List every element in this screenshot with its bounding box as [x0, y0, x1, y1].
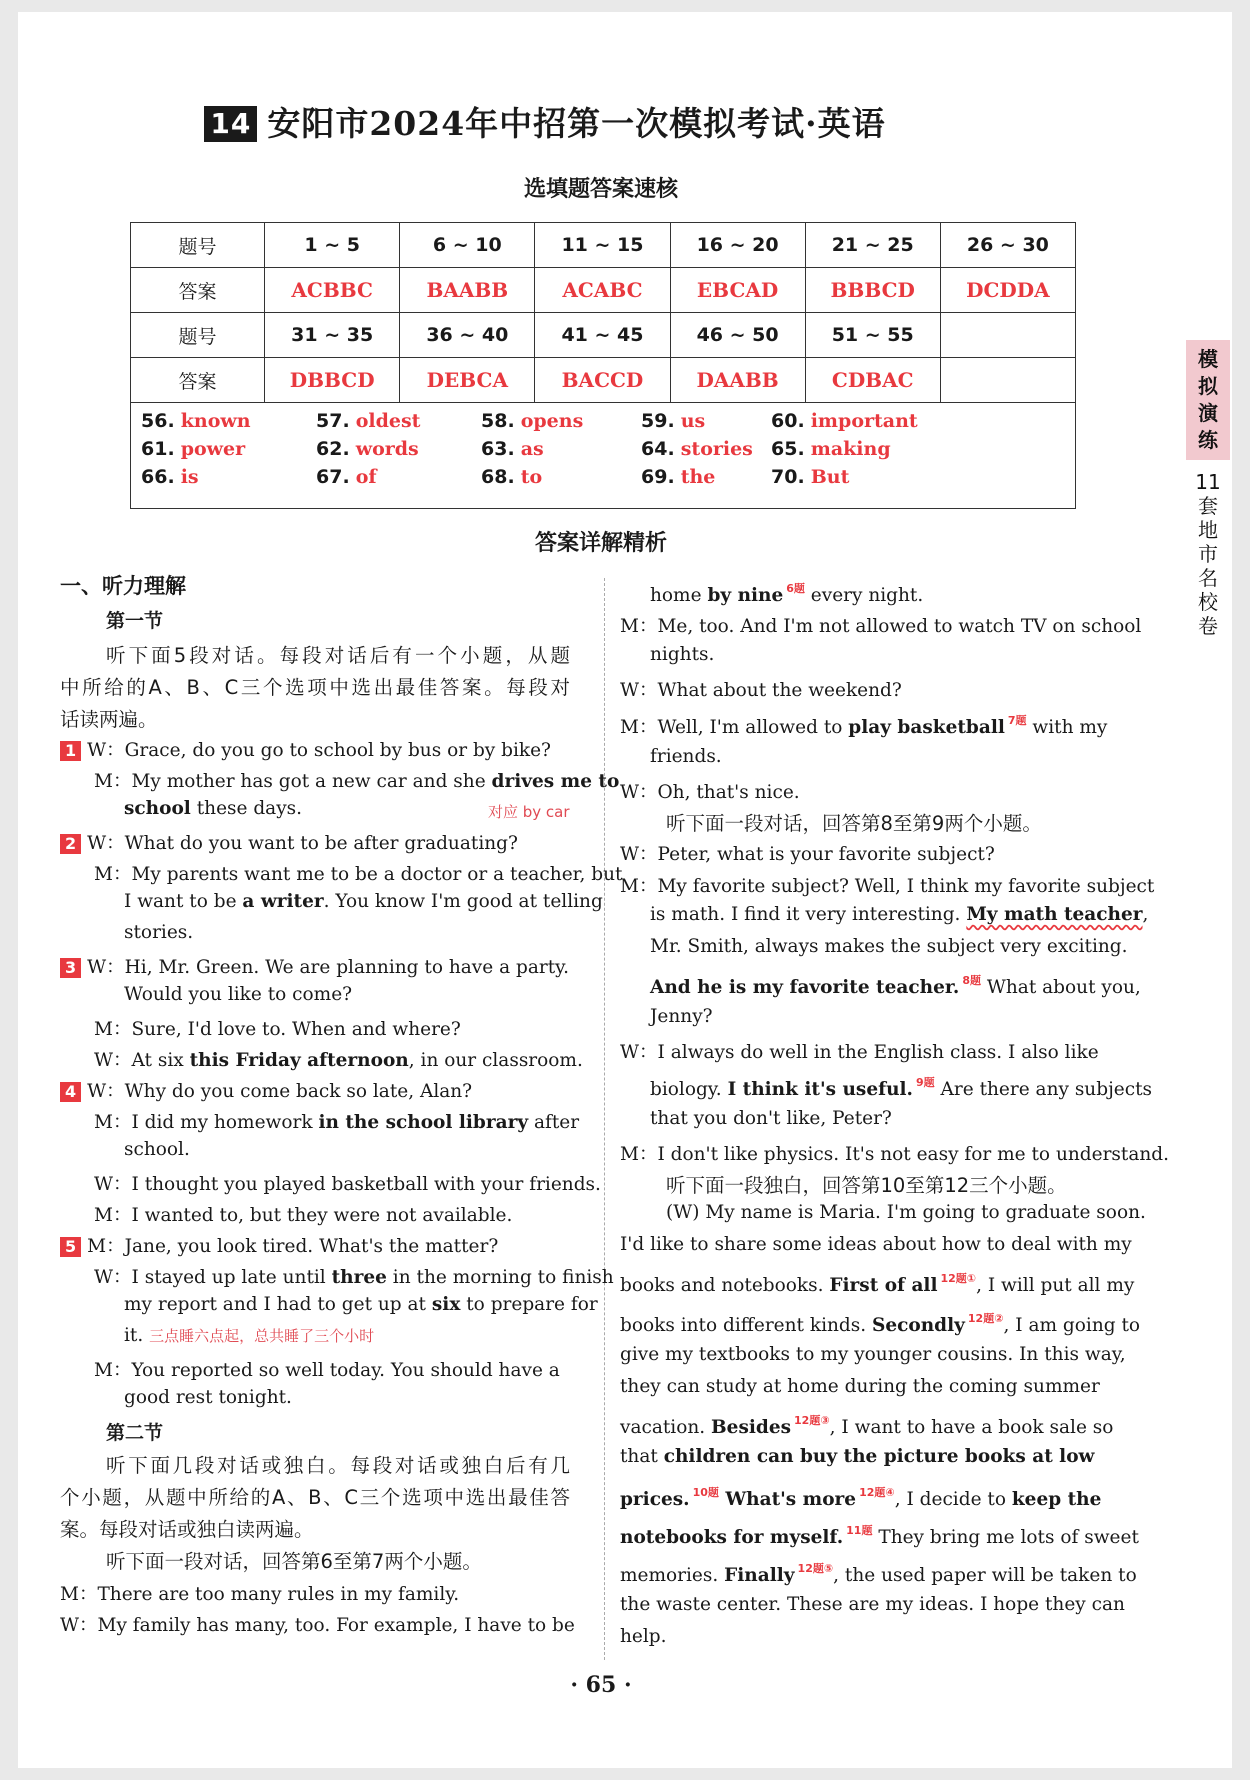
monologue-line: [620, 1310, 1140, 1336]
key-phrase: keep the: [1011, 1489, 1102, 1510]
dialogue-line: [124, 891, 603, 912]
dialogue-line: [94, 1263, 614, 1289]
blank-answer: [641, 409, 771, 434]
line-text: in the morning to finish: [386, 1267, 614, 1288]
blank-number: 66.: [141, 466, 175, 488]
blank-answer: [316, 409, 481, 434]
question-ref: 9题: [916, 1076, 935, 1089]
answer-cell: DAABB: [670, 358, 805, 403]
answer-cell: EBCAD: [670, 268, 805, 313]
instruction-line: 听下面5段对话。每段对话后有一个小题，从题: [106, 644, 570, 667]
line-text: W：What do you want to be after graduating?: [87, 833, 518, 854]
side-tab: [1186, 340, 1230, 460]
monologue-line: (W) My name is Maria. I'm going to graduate soon.: [666, 1202, 1146, 1223]
key-phrase: My math teacher: [966, 904, 1143, 925]
handwritten-note: 三点睡六点起，总共睡了三个小时: [149, 1327, 375, 1345]
line-text: to prepare for: [460, 1294, 598, 1315]
set-number-badge: 14: [204, 106, 257, 142]
part-heading: 第一节: [106, 610, 164, 632]
question-ref: 7题: [1007, 714, 1027, 727]
column-divider: [604, 578, 605, 1660]
blank-answer: [641, 465, 771, 490]
question-ref: 12题①: [940, 1272, 977, 1285]
line-text: M：My mother has got a new car and she: [94, 771, 492, 792]
monologue-line: help.: [620, 1626, 667, 1647]
blank-number: 65.: [771, 438, 805, 460]
side-label-char: 卷: [1198, 614, 1218, 638]
table-label: 题号: [131, 313, 265, 358]
key-phrase: prices.: [620, 1489, 690, 1510]
key-phrase: Secondly: [872, 1315, 965, 1336]
dialogue-line: [124, 798, 302, 819]
line-text: W：I stayed up late until: [94, 1267, 332, 1288]
answer-cell: BBBCD: [805, 268, 940, 313]
line-text: home: [650, 585, 708, 606]
blank-number: 58.: [481, 410, 515, 432]
key-phrase: Besides: [711, 1417, 792, 1438]
exam-title: 安阳市2024年中招第一次模拟考试·英语: [267, 104, 886, 143]
line-text: memories.: [620, 1565, 725, 1586]
blank-word: us: [680, 410, 706, 432]
table-label: 答案: [131, 358, 265, 403]
dialogue-line: [650, 972, 1141, 998]
key-phrase: I think it's useful.: [727, 1079, 913, 1100]
dialogue-line: M：You reported so well today. You should have a: [94, 1360, 560, 1381]
blank-number: 70.: [771, 466, 805, 488]
blank-number: 64.: [641, 438, 675, 460]
line-text: biology.: [650, 1079, 728, 1100]
blank-answers-grid: [141, 409, 1075, 490]
monologue-line: they can study at home during the coming summer: [620, 1376, 1100, 1397]
dialogue-line: M：My parents want me to be a doctor or a teacher, but: [94, 864, 623, 885]
line-text: M：Jane, you look tired. What's the matter?: [87, 1236, 499, 1257]
table-row: [131, 268, 1076, 313]
answer-cell: BAABB: [400, 268, 535, 313]
monologue-line: I'd like to share some ideas about how to deal with my: [620, 1234, 1132, 1255]
table-label: 答案: [131, 268, 265, 313]
monologue-line: [620, 1412, 1113, 1438]
blank-number: 62.: [316, 438, 350, 460]
part-heading: 第二节: [106, 1422, 164, 1444]
line-text: books into different kinds.: [620, 1315, 872, 1336]
blank-number: 61.: [141, 438, 175, 460]
empty-cell: [940, 313, 1075, 358]
dialogue-line: stories.: [124, 922, 194, 943]
table-row: [131, 223, 1076, 268]
question-ref: 6题: [786, 582, 805, 595]
dialogue-line: [94, 1046, 583, 1072]
blank-word: stories: [680, 438, 753, 460]
range-cell: 36 ~ 40: [400, 313, 535, 358]
monologue-line: [620, 1484, 1101, 1510]
question-ref: 12题②: [967, 1312, 1004, 1325]
blank-word: as: [520, 438, 544, 460]
range-cell: 16 ~ 20: [670, 223, 805, 268]
blank-answer: [316, 465, 481, 490]
dialogue-line: [60, 953, 569, 979]
line-text: vacation.: [620, 1417, 712, 1438]
blank-number: 69.: [641, 466, 675, 488]
dialogue-line: W：I always do well in the English class. I also like: [620, 1042, 1099, 1063]
question-number-badge: 3: [60, 958, 81, 978]
dialogue-line: [60, 829, 518, 855]
instruction-line: 案。每段对话或独白读两遍。: [60, 1518, 314, 1541]
dialogue-line: nights.: [650, 644, 715, 665]
side-label-char: 校: [1198, 590, 1218, 614]
answer-cell: ACBBC: [265, 268, 400, 313]
dialogue-line: W：Peter, what is your favorite subject?: [620, 844, 995, 865]
key-phrase: a writer: [242, 891, 324, 912]
line-text: M：Well, I'm allowed to: [620, 717, 849, 738]
blank-answer: [141, 409, 316, 434]
page-number: · 65 ·: [570, 1672, 632, 1698]
blank-number: 60.: [771, 410, 805, 432]
blank-number: 59.: [641, 410, 675, 432]
blank-number: 67.: [316, 466, 350, 488]
key-phrase: First of all: [829, 1275, 938, 1296]
line-text: books and notebooks.: [620, 1275, 830, 1296]
blank-answer: [481, 465, 641, 490]
dialogue-line: W：Oh, that's nice.: [620, 782, 800, 803]
dialogue-line: good rest tonight.: [124, 1387, 292, 1408]
answer-cell: DBBCD: [265, 358, 400, 403]
line-text: these days.: [190, 798, 303, 819]
blank-word: known: [180, 410, 251, 432]
dialogue-line: [60, 736, 551, 762]
key-phrase: in the school library: [318, 1112, 529, 1133]
blank-answer: [641, 437, 771, 462]
question-number-badge: 4: [60, 1082, 81, 1102]
dialogue-line: M：Me, too. And I'm not allowed to watch TV on school: [620, 616, 1142, 637]
blank-number: 63.: [481, 438, 515, 460]
line-text: They bring me lots of sweet: [872, 1527, 1139, 1548]
line-text: . You know I'm good at telling: [323, 891, 603, 912]
dialogue-line: [124, 1294, 598, 1315]
question-number-badge: 2: [60, 834, 81, 854]
line-text: , I want to have a book sale so: [829, 1417, 1114, 1438]
line-text: , in our classroom.: [408, 1050, 583, 1071]
line-text: , I am going to: [1003, 1315, 1141, 1336]
blank-word: to: [520, 466, 543, 488]
range-cell: 51 ~ 55: [805, 313, 940, 358]
question-ref: 11题: [846, 1524, 873, 1537]
question-ref: 8题: [962, 974, 981, 987]
dialogue-line: [650, 580, 923, 606]
detail-title: 答案详解精析: [534, 531, 667, 556]
line-text: after: [528, 1112, 580, 1133]
dialogue-line: friends.: [650, 746, 722, 767]
blank-word: making: [810, 438, 891, 460]
key-phrase: six: [431, 1294, 461, 1315]
question-number-badge: 5: [60, 1237, 81, 1257]
handwritten-note: 对应 by car: [488, 803, 570, 821]
instruction-line: 听下面一段对话，回答第8至第9两个小题。: [666, 812, 1042, 835]
table-row: [131, 403, 1076, 509]
answer-cell: ACABC: [535, 268, 670, 313]
key-phrase: this Friday afternoon: [189, 1050, 409, 1071]
dialogue-line: W：I thought you played basketball with your friends.: [94, 1174, 601, 1195]
dialogue-line: [124, 1325, 374, 1346]
range-cell: 41 ~ 45: [535, 313, 670, 358]
dialogue-line: [650, 1074, 1152, 1100]
side-tab-char: 练: [1198, 428, 1218, 452]
side-label-char: 市: [1198, 542, 1218, 566]
dialogue-line: Mr. Smith, always makes the subject very exciting.: [650, 936, 1128, 957]
key-phrase: Finally: [724, 1565, 795, 1586]
dialogue-line: [650, 904, 1148, 925]
dialogue-line: [60, 1077, 472, 1103]
blank-word: is: [180, 466, 199, 488]
dialogue-line: M：I wanted to, but they were not available.: [94, 1205, 513, 1226]
monologue-line: [620, 1446, 1094, 1467]
answer-cell: CDBAC: [805, 358, 940, 403]
dialogue-line: Jenny?: [650, 1006, 713, 1027]
blank-word: power: [180, 438, 246, 460]
range-cell: 1 ~ 5: [265, 223, 400, 268]
line-text: it.: [124, 1325, 144, 1346]
blank-answers-cell: [131, 403, 1076, 509]
side-label-char: 11: [1195, 470, 1221, 494]
key-phrase: three: [331, 1267, 387, 1288]
answer-cell: DEBCA: [400, 358, 535, 403]
line-text: W：Hi, Mr. Green. We are planning to have a party.: [87, 957, 569, 978]
dialogue-line: M：My favorite subject? Well, I think my favorite subject: [620, 876, 1155, 897]
blank-number: 68.: [481, 466, 515, 488]
instruction-line: 中所给的A、B、C三个选项中选出最佳答案。每段对: [60, 676, 570, 699]
blank-word: words: [355, 438, 419, 460]
instruction-line: 听下面一段对话，回答第6至第7两个小题。: [106, 1550, 482, 1573]
key-phrase: school: [124, 798, 191, 819]
blank-answer: [771, 437, 951, 462]
instruction-line: 听下面一段独白，回答第10至第12三个小题。: [666, 1174, 1067, 1197]
blank-answer: [481, 409, 641, 434]
monologue-line: [620, 1560, 1137, 1586]
line-text: , the used paper will be taken to: [833, 1565, 1137, 1586]
side-tab-char: 演: [1198, 401, 1218, 425]
side-label-char: 名: [1198, 566, 1218, 590]
dialogue-line: [620, 712, 1107, 739]
blank-word: of: [355, 466, 377, 488]
instruction-line: 个小题，从题中所给的A、B、C三个选项中选出最佳答: [60, 1486, 570, 1509]
key-phrase: What's more: [718, 1489, 857, 1510]
instruction-line: 听下面几段对话或独白。每段对话或独白后有几: [106, 1454, 570, 1477]
dialogue-line: M：Sure, I'd love to. When and where?: [94, 1019, 461, 1040]
dialogue-line: W：What about the weekend?: [620, 680, 902, 701]
line-text: Are there any subjects: [934, 1079, 1153, 1100]
side-tab-char: 拟: [1198, 374, 1218, 398]
table-row: [131, 313, 1076, 358]
line-text: is math. I find it very interesting.: [650, 904, 967, 925]
key-phrase: children can buy the picture books at low: [663, 1446, 1095, 1467]
blank-answer: [771, 465, 951, 490]
dialogue-line: [94, 1108, 579, 1134]
dialogue-line: [94, 767, 619, 793]
blank-word: the: [680, 466, 716, 488]
range-cell: 6 ~ 10: [400, 223, 535, 268]
range-cell: 31 ~ 35: [265, 313, 400, 358]
line-text: M：I did my homework: [94, 1112, 319, 1133]
question-ref: 12题③: [794, 1414, 830, 1427]
dialogue-line: Would you like to come?: [124, 984, 353, 1005]
answer-cell: DCDDA: [940, 268, 1075, 313]
blank-word: But: [810, 466, 850, 488]
side-label-char: 套: [1198, 494, 1218, 518]
dialogue-line: W：My family has many, too. For example, I have to be: [60, 1615, 575, 1636]
blank-answer: [141, 465, 316, 490]
key-phrase: notebooks for myself.: [620, 1527, 844, 1548]
monologue-line: [620, 1522, 1139, 1548]
blank-word: opens: [520, 410, 584, 432]
range-cell: 46 ~ 50: [670, 313, 805, 358]
blank-word: important: [810, 410, 918, 432]
line-text: my report and I had to get up at: [124, 1294, 432, 1315]
question-number-badge: 1: [60, 741, 81, 761]
side-tab-char: 模: [1198, 347, 1218, 371]
line-text: ,: [1142, 904, 1149, 925]
key-phrase: drives me to: [491, 771, 620, 792]
dialogue-line: [60, 1232, 498, 1258]
range-cell: 11 ~ 15: [535, 223, 670, 268]
blank-answer: [771, 409, 951, 434]
key-phrase: And he is my favorite teacher.: [650, 977, 960, 998]
line-text: , I will put all my: [976, 1275, 1135, 1296]
blank-number: 57.: [316, 410, 350, 432]
question-ref: 12题④: [859, 1486, 895, 1499]
line-text: I want to be: [124, 891, 243, 912]
answer-cell: BACCD: [535, 358, 670, 403]
blank-answer: [141, 437, 316, 462]
blank-number: 56.: [141, 410, 175, 432]
question-ref: 12题⑤: [797, 1562, 834, 1575]
page-title: [0, 98, 1090, 145]
blank-answer: [316, 437, 481, 462]
key-phrase: play basketball: [848, 717, 1005, 738]
range-cell: 26 ~ 30: [940, 223, 1075, 268]
line-text: that: [620, 1446, 664, 1467]
monologue-line: give my textbooks to my younger cousins. In this way,: [620, 1344, 1126, 1365]
line-text: every night.: [804, 585, 924, 606]
line-text: W：At six: [94, 1050, 190, 1071]
range-cell: 21 ~ 25: [805, 223, 940, 268]
table-row: [131, 358, 1076, 403]
dialogue-line: M：I don't like physics. It's not easy for me to understand.: [620, 1144, 1170, 1165]
instruction-line: 话读两遍。: [60, 708, 158, 731]
empty-cell: [940, 358, 1075, 403]
dialogue-line: M：There are too many rules in my family.: [60, 1584, 460, 1605]
blank-answer: [481, 437, 641, 462]
line-text: W：Why do you come back so late, Alan?: [87, 1081, 473, 1102]
section-heading: 一、听力理解: [60, 574, 186, 598]
question-ref: 10题: [692, 1486, 719, 1499]
line-text: W：Grace, do you go to school by bus or by bike?: [87, 740, 551, 761]
blank-word: oldest: [355, 410, 421, 432]
table-label: 题号: [131, 223, 265, 268]
key-phrase: by nine: [707, 585, 784, 606]
dialogue-line: school.: [124, 1139, 190, 1160]
answer-table: [130, 222, 1076, 509]
dialogue-line: that you don't like, Peter?: [650, 1108, 892, 1129]
monologue-line: [620, 1270, 1134, 1296]
monologue-line: the waste center. These are my ideas. I hope they can: [620, 1594, 1125, 1615]
quick-check-title: 选填题答案速核: [523, 177, 678, 202]
line-text: What about you,: [981, 977, 1141, 998]
line-text: with my: [1026, 717, 1108, 738]
line-text: , I decide to: [894, 1489, 1012, 1510]
side-label-char: 地: [1198, 518, 1218, 542]
